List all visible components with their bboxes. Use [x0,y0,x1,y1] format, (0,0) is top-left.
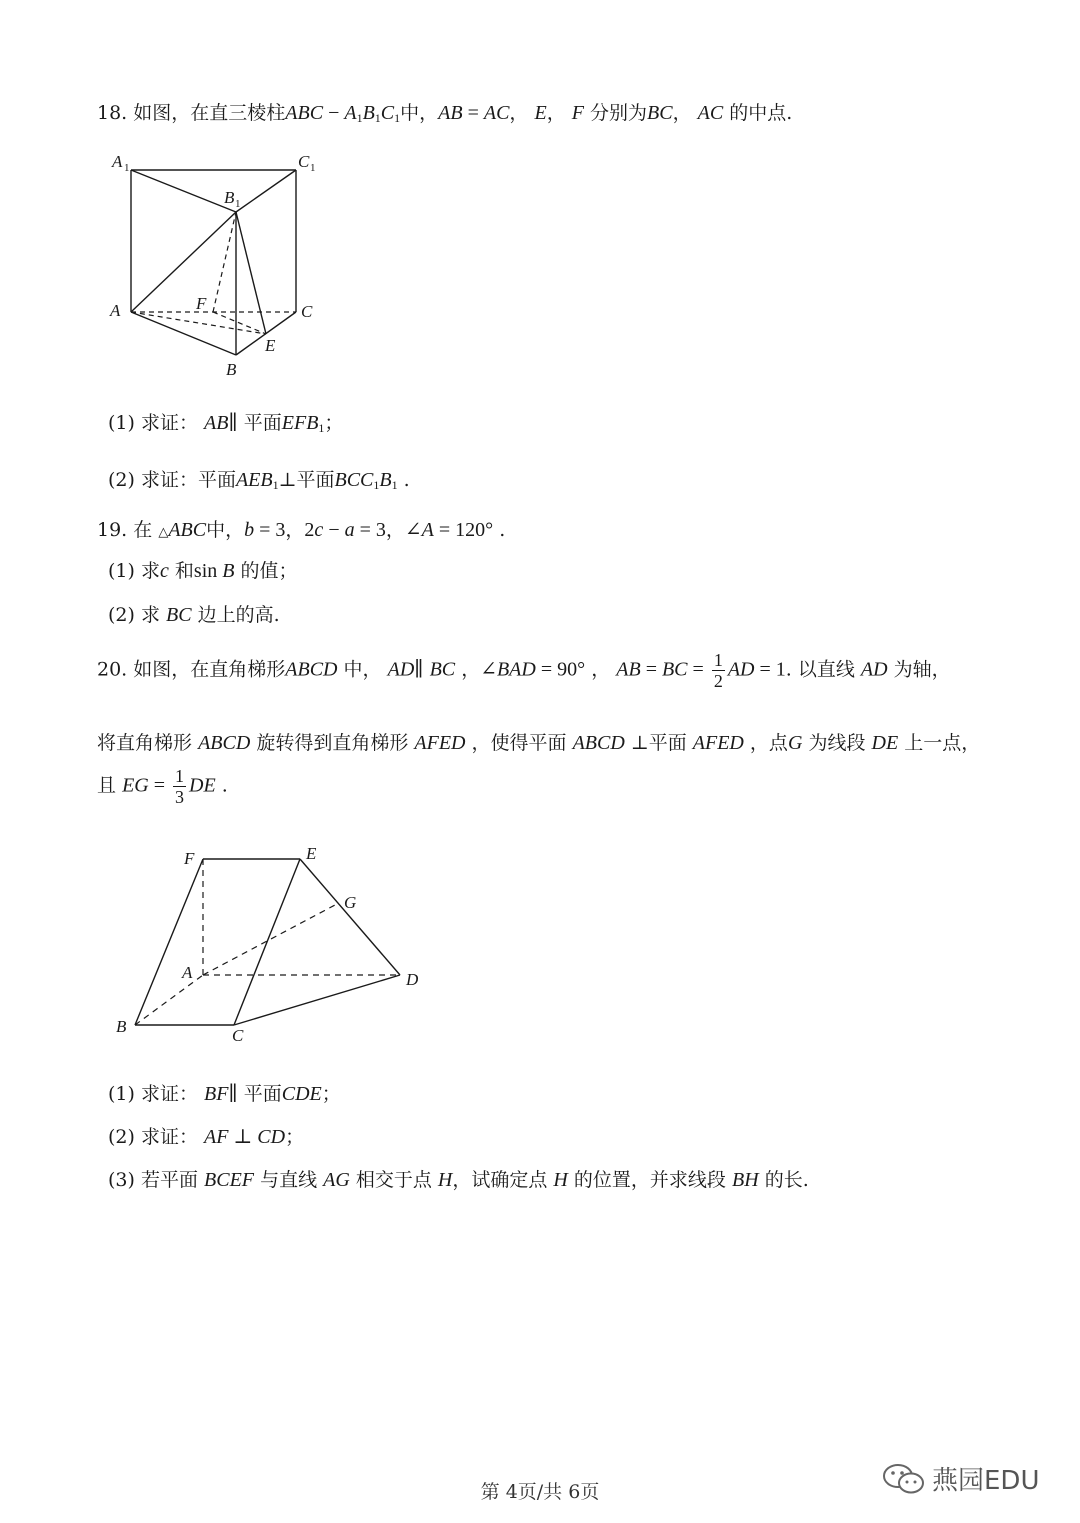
label-F: F [184,849,195,868]
svg-text:1: 1 [310,162,316,174]
q20-sub1: (1) 求证： BF∥ 平面CDE； [108,1083,341,1105]
q20-stem-line3: 且 EG = $\frac{1}{3}$ DE . [97,766,228,807]
label-C: C [301,302,313,321]
label-B1: B [224,188,235,207]
label-G: G [344,893,357,912]
q20-stem-line1: 20. 如图，在直角梯形ABCD 中， AD∥ BC ，∠BAD = 90° ， AB = BC = $\frac{1}{2}$ AD = 1. 以直线 AD 为轴， [97,650,951,691]
label-B: B [226,360,237,379]
svg-text:1: 1 [235,198,241,210]
q19-stem: 19. 在 △ABC中，b = 3，2c − a = 3，∠A = 120° . [97,519,506,541]
q19-sub1: (1) 求c 和sin B 的值； [108,560,298,582]
label-D: D [406,970,419,989]
q20-sub2: (2) 求证： AF ⊥ CD； [108,1126,305,1148]
watermark-text: 燕园EDU [932,1466,1040,1496]
label-A: A [110,301,121,320]
q18-sub2: (2) 求证：平面$AEB_1\perp$平面$BCC_1B_1$ . [108,469,410,492]
watermark [882,1460,1039,1497]
label-B: B [116,1017,127,1036]
q20-stem-line2: 将直角梯形 ABCD 旋转得到直角梯形 AFED ，使得平面 ABCD ⊥平面 AFED ，点G 为线段 DE 上一点， [97,732,981,754]
label-E: E [265,336,276,355]
page-footer: 第 4页/共 6页 [480,1481,600,1503]
label-F: F [196,294,207,313]
label-E: E [306,844,317,863]
trapezoid-figure [110,840,430,1050]
q19-sub2: (2) 求 BC 边上的高. [108,604,280,626]
svg-text:1: 1 [124,162,130,174]
label-A: A [182,963,193,982]
q20-sub3: (3) 若平面 BCEF 与直线 AG 相交于点 H，试确定点 H 的位置，并求线段 BH 的长. [108,1169,809,1191]
wechat-icon [882,1462,926,1496]
label-C: C [232,1026,244,1045]
q18-sub1: (1) 求证： AB∥ 平面$EFB_1$； [108,412,344,435]
q18-stem: 18. 如图，在直三棱柱ABC − $A_1B_1C_1$中，AB = AC， E， F 分别为BC， AC 的中点. [97,102,793,125]
label-A1: A [112,152,123,171]
prism-figure [100,145,340,385]
label-C1: C [298,152,310,171]
